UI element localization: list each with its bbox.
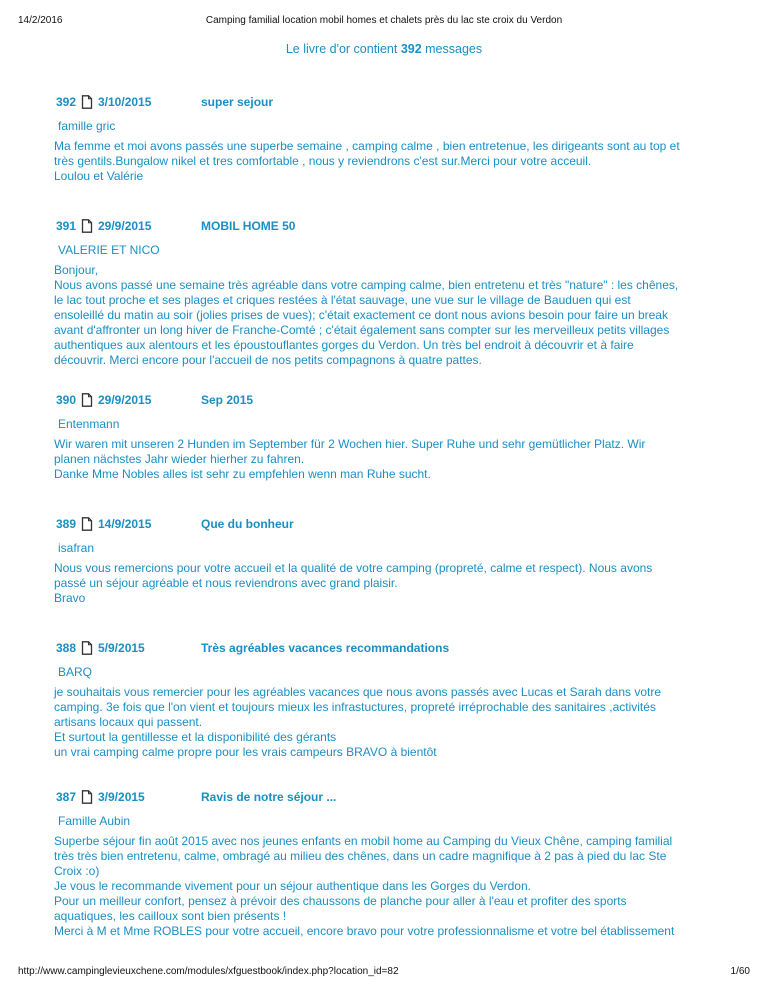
entry-message [54, 139, 724, 184]
entry-message [54, 561, 724, 606]
entry-date: 3/9/2015 [98, 790, 145, 804]
guestbook-entry [54, 641, 724, 760]
message-line: découvrir. Merci encore pour l'accueil de nos petits compagnons à quatre pattes. [54, 353, 482, 367]
message-line: Pour un meilleur confort, pensez à prévoir des chaussons de planche pour aller à l'eau et profiter des sports [54, 894, 627, 908]
message-line: aquatiques, les cailloux sont bien présents ! [54, 909, 287, 923]
message-line: Loulou et Valérie [54, 169, 144, 183]
entry-number[interactable]: 388 [56, 641, 77, 655]
entry-author: famille gric [58, 119, 116, 133]
entry-message [54, 437, 724, 482]
print-page-number: 1/60 [730, 966, 750, 977]
entry-date: 29/9/2015 [98, 393, 152, 407]
guestbook-entry [54, 517, 724, 606]
message-line: Superbe séjour fin août 2015 avec nos jeunes enfants en mobil home au Camping du Vieux Chêne, camping familial [54, 834, 673, 848]
message-line: authentiques aux alentours et les époustouflantes gorges du Verdon. Un très bel endroit à découvrir et à faire [54, 338, 634, 352]
guestbook-count [0, 42, 768, 56]
entry-date: 29/9/2015 [98, 219, 152, 233]
entry-date: 5/9/2015 [98, 641, 145, 655]
message-line: Je vous le recommande vivement pour un séjour authentique dans les Gorges du Verdon. [54, 879, 531, 893]
entry-header [54, 517, 724, 533]
entry-subject: Très agréables vacances recommandations [201, 641, 450, 655]
document-icon[interactable] [81, 219, 93, 233]
document-icon[interactable] [81, 517, 93, 531]
print-footer [0, 966, 768, 980]
document-icon[interactable] [81, 641, 93, 655]
message-line: Nous vous remercions pour votre accueil et la qualité de votre camping (propreté, calme et respect). Nous avons [54, 561, 653, 575]
entry-number[interactable]: 392 [56, 95, 77, 109]
message-line: planen nächstes Jahr wieder hierher zu fahren. [54, 452, 305, 466]
message-line: Nous avons passé une semaine très agréable dans votre camping calme, bien entretenu et très "nature" : les chênes, [54, 278, 679, 292]
entry-subject: super sejour [201, 95, 274, 109]
entry-header [54, 641, 724, 657]
print-url: http://www.campinglevieuxchene.com/modules/xfguestbook/index.php?location_id=82 [18, 966, 399, 977]
print-date: 14/2/2016 [18, 15, 63, 26]
entry-number[interactable]: 389 [56, 517, 77, 531]
entry-number[interactable]: 390 [56, 393, 77, 407]
entry-subject: Sep 2015 [201, 393, 254, 407]
print-page-title: Camping familial location mobil homes et chalets près du lac ste croix du Verdon [205, 15, 563, 26]
message-line: artisans locaux qui passent. [54, 715, 203, 729]
count-suffix: messages [421, 42, 483, 56]
entry-header [54, 790, 724, 806]
entry-header [54, 393, 724, 409]
message-count: 392 [400, 42, 422, 56]
document-icon[interactable] [81, 393, 93, 407]
count-prefix: Le livre d'or contient [285, 42, 401, 56]
entry-date: 3/10/2015 [98, 95, 152, 109]
message-line: Bonjour, [54, 263, 99, 277]
message-line: un vrai camping calme propre pour les vrais campeurs BRAVO à bientôt [54, 745, 437, 759]
message-line: ensoleillé du matin au soir (jolies prises de vues); c'était exactement ce dont nous avions besoin pour faire un break [54, 308, 668, 322]
message-line: Danke Mme Nobles alles ist sehr zu empfehlen wenn man Ruhe sucht. [54, 467, 431, 481]
document-icon[interactable] [81, 95, 93, 109]
entry-number[interactable]: 387 [56, 790, 77, 804]
message-line: Bravo [54, 591, 86, 605]
entry-author: VALERIE ET NICO [58, 243, 160, 257]
entry-author: Famille Aubin [58, 814, 131, 828]
entry-message [54, 834, 724, 939]
entry-subject: Ravis de notre séjour ... [201, 790, 337, 804]
entry-author: BARQ [58, 665, 93, 679]
entry-message [54, 685, 724, 760]
message-line: Ma femme et moi avons passés une superbe semaine , camping calme , bien entretenue, les dirigeants sont au top et [54, 139, 680, 153]
message-line: avant d'affronter un long hiver de Franche-Comté ; c'était également sans compter sur les merveilleux petits villages [54, 323, 670, 337]
message-line: Croix :o) [54, 864, 100, 878]
guestbook-entry [54, 790, 724, 939]
message-line: camping. 3e fois que l'on vient et toujours mieux les infrastuctures, propreté irréprochable des sanitaires ,activités [54, 700, 656, 714]
message-line: passé un séjour agréable et nous reviendrons avec grand plaisir. [54, 576, 398, 590]
message-line: Et surtout la gentillesse et la disponibilité des gérants [54, 730, 337, 744]
message-line: je souhaitais vous remercier pour les agréables vacances que nous avons passés avec Lucas et Sarah dans votre [54, 685, 662, 699]
print-header [0, 15, 768, 29]
entry-subject: Que du bonheur [201, 517, 294, 531]
guestbook-entry [54, 219, 724, 368]
message-line: très gentils.Bungalow nikel et tres comfortable , nous y reviendrons c'est sur.Merci pour votre acceuil. [54, 154, 592, 168]
entry-author: isafran [58, 541, 95, 555]
message-line: le lac tout proche et ses plages et criques restées à l'état sauvage, une vue sur le village de Bauduen qui est [54, 293, 631, 307]
message-line: Merci à M et Mme ROBLES pour votre accueil, encore bravo pour votre professionnalisme et votre bel établissement [54, 924, 675, 938]
guestbook-entry [54, 95, 724, 184]
entry-header [54, 219, 724, 235]
message-line: très très bien entretenu, calme, ombragé au milieu des chênes, dans un cadre magnifique à 2 pas à pied du lac Ste [54, 849, 667, 863]
entry-author: Entenmann [58, 417, 120, 431]
entry-message [54, 263, 724, 368]
document-icon[interactable] [81, 790, 93, 804]
message-line: Wir waren mit unseren 2 Hunden im September für 2 Wochen hier. Super Ruhe und sehr gemütlicher Platz. Wir [54, 437, 646, 451]
guestbook-entry [54, 393, 724, 482]
entry-date: 14/9/2015 [98, 517, 152, 531]
entry-number[interactable]: 391 [56, 219, 77, 233]
entry-header [54, 95, 724, 111]
entry-subject: MOBIL HOME 50 [201, 219, 296, 233]
